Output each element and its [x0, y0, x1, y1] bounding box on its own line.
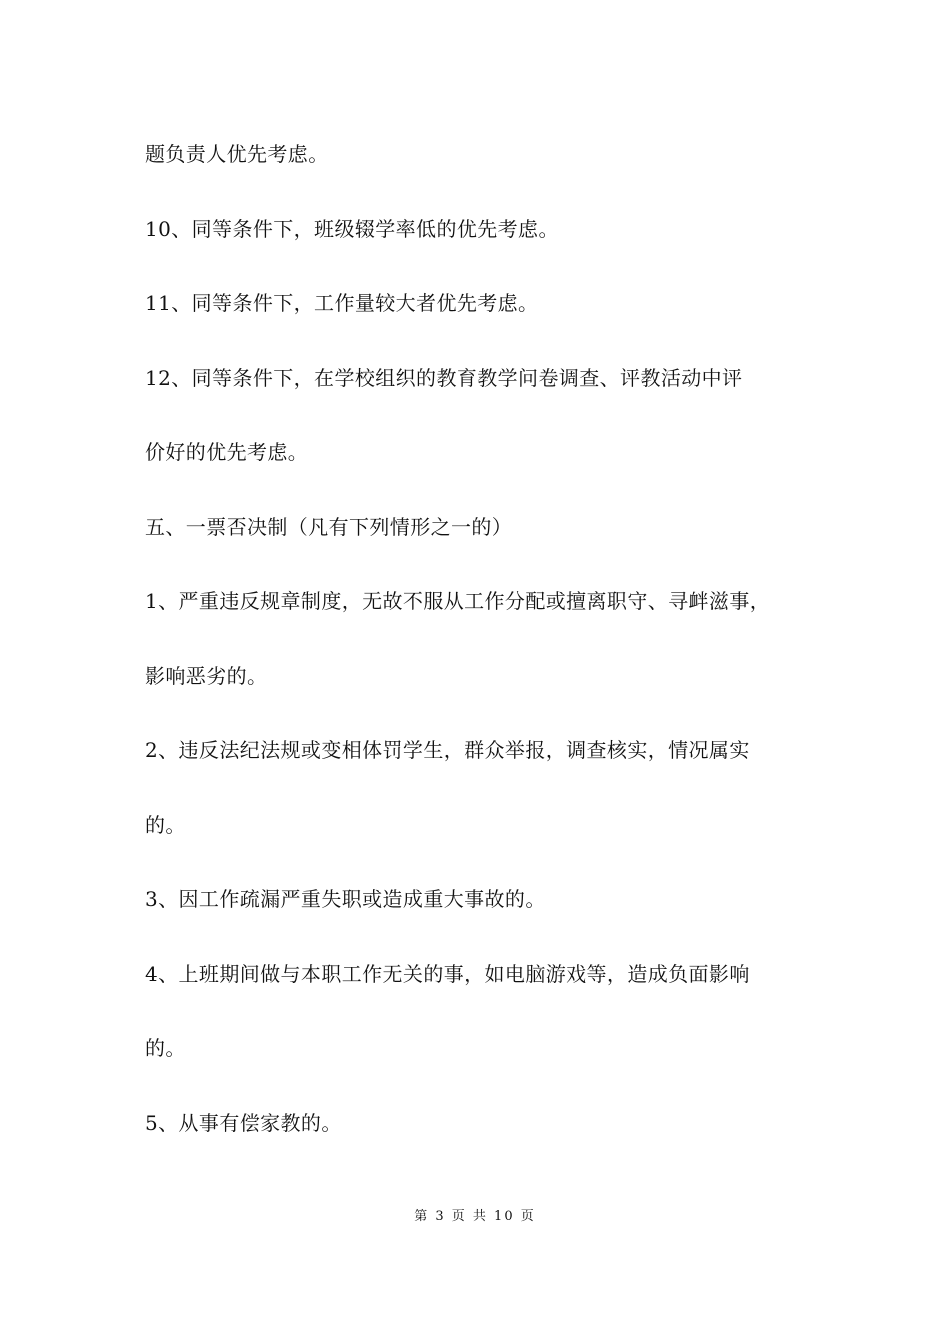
text-line: 的。: [145, 813, 186, 837]
text-line: 12、同等条件下，在学校组织的教育教学问卷调查、评教活动中评: [145, 366, 743, 390]
page-number-footer: 第 3 页 共 10 页: [414, 1209, 536, 1224]
text-line: 5、从事有偿家教的。: [145, 1111, 342, 1135]
text-line: 10、同等条件下，班级辍学率低的优先考虑。: [145, 217, 559, 241]
text-line: 价好的优先考虑。: [145, 440, 309, 464]
text-line: 题负责人优先考虑。: [145, 142, 329, 166]
text-line: 11、同等条件下，工作量较大者优先考虑。: [145, 291, 539, 315]
text-line: 3、因工作疏漏严重失职或造成重大事故的。: [145, 887, 546, 911]
text-line: 1、严重违反规章制度，无故不服从工作分配或擅离职守、寻衅滋事，: [145, 589, 771, 613]
text-line: 影响恶劣的。: [145, 664, 268, 688]
text-line: 2、违反法纪法规或变相体罚学生，群众举报，调查核实，情况属实: [145, 738, 750, 762]
section-heading: 五、一票否决制（凡有下列情形之一的）: [145, 515, 513, 539]
text-line: 的。: [145, 1036, 186, 1060]
text-line: 4、上班期间做与本职工作无关的事，如电脑游戏等，造成负面影响: [145, 962, 750, 986]
